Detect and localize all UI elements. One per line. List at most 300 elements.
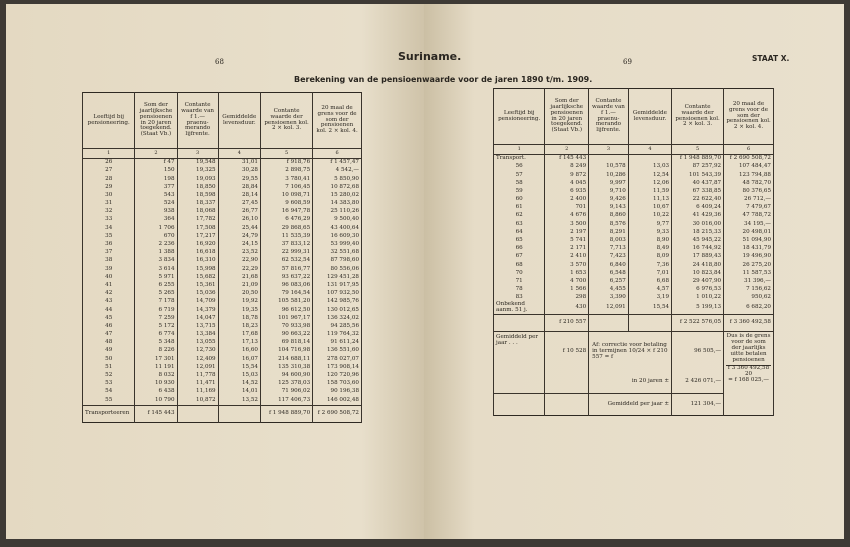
- table-cell: 3 570: [545, 261, 589, 269]
- col-header: Som der jaarlijksche pensioenen in 20 jaren toegekend. (Staat Vb.): [135, 93, 177, 149]
- table-cell: 1 010,22: [672, 294, 724, 302]
- table-cell: 37: [83, 249, 135, 257]
- table-cell: 79 164,54: [260, 290, 312, 298]
- table-cell: 94 285,56: [313, 323, 362, 331]
- table-cell: 10 872,68: [313, 184, 362, 192]
- col-header: 20 maal de grens voor de som der pensioenen kol. 2 × kol. 4.: [313, 93, 362, 149]
- table-cell: 80 556,06: [313, 265, 362, 273]
- table-cell: 6,68: [628, 278, 671, 286]
- table-cell: 701: [545, 204, 589, 212]
- table-cell: 19,325: [177, 167, 218, 175]
- table-cell: 13,055: [177, 339, 218, 347]
- table-cell: 55: [83, 396, 135, 405]
- table-cell: 142 985,76: [313, 298, 362, 306]
- table-cell: 42: [83, 290, 135, 298]
- table-cell: 14,709: [177, 298, 218, 306]
- table-cell: 26,10: [218, 216, 260, 224]
- table-cell: 43 400,64: [313, 225, 362, 233]
- table-cell: f 1 457,47: [313, 159, 362, 168]
- table-row: [83, 200, 362, 208]
- table-row: [494, 180, 774, 188]
- table-cell: 13,52: [218, 396, 260, 405]
- transport-grens: f 2 690 508,72: [313, 405, 362, 422]
- table-cell: 57: [494, 171, 545, 179]
- table-cell: 364: [135, 216, 177, 224]
- table-cell: 104 716,98: [260, 347, 312, 355]
- table-cell: 543: [135, 192, 177, 200]
- table-cell: 19 496,90: [724, 253, 774, 261]
- table-cell: 2 171: [545, 245, 589, 253]
- table-row: [83, 257, 362, 265]
- in20-label: in 20 jaren ±: [589, 372, 672, 394]
- table-row: [494, 253, 774, 261]
- table-cell: 9,77: [628, 221, 671, 229]
- table-row: [83, 184, 362, 192]
- table-cell: 120 720,96: [313, 372, 362, 380]
- table-row: [494, 286, 774, 294]
- table-cell: 29 407,90: [672, 278, 724, 286]
- table-cell: 56: [494, 163, 545, 171]
- table-cell: 2 898,75: [260, 167, 312, 175]
- table-cell: 11,778: [177, 372, 218, 380]
- table-cell: 14,01: [218, 388, 260, 396]
- table-row: [83, 249, 362, 257]
- table-row: [494, 261, 774, 269]
- right-total-value: f 2 522 576,05: [672, 315, 724, 332]
- table-cell: 90 196,38: [313, 388, 362, 396]
- table-cell: 34 195,—: [724, 221, 774, 229]
- table-cell: 29: [83, 184, 135, 192]
- table-cell: 22,29: [218, 265, 260, 273]
- table-cell: 430: [545, 302, 589, 314]
- table-cell: 15,03: [218, 372, 260, 380]
- table-cell: 13,715: [177, 323, 218, 331]
- table-cell: 6 409,24: [672, 204, 724, 212]
- table-cell: 2 400: [545, 196, 589, 204]
- col-number: 2: [135, 149, 177, 159]
- table-cell: 107 484,47: [724, 163, 774, 171]
- table-cell: 6 438: [135, 388, 177, 396]
- table-cell: 25,44: [218, 225, 260, 233]
- table-cell: 51 094,90: [724, 237, 774, 245]
- table-cell: 35: [83, 233, 135, 241]
- table-cell: 16,920: [177, 241, 218, 249]
- table-cell: 7 178: [135, 298, 177, 306]
- table-cell: 12,54: [628, 171, 671, 179]
- table-cell: 28: [83, 175, 135, 183]
- table-cell: 131 917,95: [313, 282, 362, 290]
- table-cell: 18 215,33: [672, 229, 724, 237]
- col-header: 20 maal de grens voor de som der pensioenen kol. 2 × kol. 4.: [724, 89, 774, 145]
- table-cell: f 47: [135, 159, 177, 168]
- table-cell: 15,998: [177, 265, 218, 273]
- page-number-right: 69: [623, 58, 632, 66]
- table-cell: 96 612,50: [260, 306, 312, 314]
- table-cell: 67 338,85: [672, 188, 724, 196]
- table-row: [83, 274, 362, 282]
- table-cell: 10 930: [135, 380, 177, 388]
- table-cell: 6 976,53: [672, 286, 724, 294]
- transport-sum: f 145 443: [135, 405, 177, 422]
- table-cell: 93 637,22: [260, 274, 312, 282]
- table-row: [83, 331, 362, 339]
- table-cell: 17,217: [177, 233, 218, 241]
- table-cell: 7 479,67: [724, 204, 774, 212]
- table-cell: 31 396,—: [724, 278, 774, 286]
- table-cell: 6,257: [589, 278, 629, 286]
- grens-note: [724, 332, 774, 416]
- table-cell: 10,578: [589, 163, 629, 171]
- table-cell: 3,390: [589, 294, 629, 302]
- table-cell: 41: [83, 282, 135, 290]
- table-cell: 60: [494, 196, 545, 204]
- table-cell: 6 682,20: [724, 302, 774, 314]
- table-cell: 6 255: [135, 282, 177, 290]
- table-cell: [628, 155, 671, 164]
- table-cell: 20 498,01: [724, 229, 774, 237]
- table-cell: 5 971: [135, 274, 177, 282]
- table-cell: 71: [494, 278, 545, 286]
- table-cell: 8,291: [589, 229, 629, 237]
- table-cell: 198: [135, 175, 177, 183]
- col-header: Contante waarde der pensioenen kol. 2 × kol. 3.: [260, 93, 312, 149]
- table-cell: 8 226: [135, 347, 177, 355]
- table-cell: 298: [545, 294, 589, 302]
- table-cell: 4,57: [628, 286, 671, 294]
- table-row: [83, 175, 362, 183]
- table-cell: 31: [83, 200, 135, 208]
- table-cell: 8,90: [628, 237, 671, 245]
- table-cell: 51: [83, 364, 135, 372]
- table-row: [83, 298, 362, 306]
- table-row: [494, 237, 774, 245]
- table-cell: 16,07: [218, 356, 260, 364]
- table-row: [83, 225, 362, 233]
- table-cell: 59: [494, 188, 545, 196]
- table-cell: 8,860: [589, 212, 629, 220]
- table-cell: 10 823,84: [672, 270, 724, 278]
- left-table-body: [83, 159, 362, 406]
- table-cell: 71 906,02: [260, 388, 312, 396]
- table-cell: 21,09: [218, 282, 260, 290]
- table-cell: 22 999,31: [260, 249, 312, 257]
- table-cell: 101 967,17: [260, 315, 312, 323]
- table-cell: 4 700: [545, 278, 589, 286]
- table-cell: 15,036: [177, 290, 218, 298]
- table-cell: 5 741: [545, 237, 589, 245]
- table-cell: 524: [135, 200, 177, 208]
- table-cell: 8 249: [545, 163, 589, 171]
- table-row: [83, 347, 362, 355]
- table-cell: 20,50: [218, 290, 260, 298]
- right-total-sum: f 210 557: [545, 315, 589, 332]
- table-cell: 90 663,22: [260, 331, 312, 339]
- table-cell: 1 706: [135, 225, 177, 233]
- table-cell: 8,09: [628, 253, 671, 261]
- table-cell: 101 543,39: [672, 171, 724, 179]
- table-cell: 10,67: [628, 204, 671, 212]
- table-cell: 9,710: [589, 188, 629, 196]
- table-cell: 31,01: [218, 159, 260, 168]
- pension-table-right: [493, 88, 774, 416]
- table-cell: 11,471: [177, 380, 218, 388]
- table-cell: 8,576: [589, 221, 629, 229]
- table-cell: 28,84: [218, 184, 260, 192]
- table-row: [494, 171, 774, 179]
- col-number: 1: [494, 145, 545, 155]
- table-row: [494, 188, 774, 196]
- table-cell: 10,872: [177, 396, 218, 405]
- table-row: [83, 216, 362, 224]
- col-number: 3: [589, 145, 629, 155]
- correctie-value: 96 505,—: [672, 332, 724, 372]
- table-cell: 48: [83, 339, 135, 347]
- gem-label: Gemiddeld per jaar ±: [589, 394, 672, 416]
- table-cell: 7,423: [589, 253, 629, 261]
- table-cell: 13,384: [177, 331, 218, 339]
- table-cell: 6 719: [135, 306, 177, 314]
- table-cell: 19,548: [177, 159, 218, 168]
- table-row: [83, 380, 362, 388]
- table-row: [83, 339, 362, 347]
- table-cell: Transport.: [494, 155, 545, 164]
- table-cell: 18,78: [218, 315, 260, 323]
- table-cell: 8 032: [135, 372, 177, 380]
- table-row: [83, 282, 362, 290]
- table-cell: 12,091: [177, 364, 218, 372]
- table-cell: 87 798,60: [313, 257, 362, 265]
- table-cell: 5 265: [135, 290, 177, 298]
- table-cell: 28,14: [218, 192, 260, 200]
- table-cell: 44: [83, 306, 135, 314]
- table-cell: 29 868,65: [260, 225, 312, 233]
- table-cell: 15 280,02: [313, 192, 362, 200]
- table-row: [494, 278, 774, 286]
- table-row: [494, 302, 774, 314]
- table-cell: 16 744,92: [672, 245, 724, 253]
- staat-label: STAAT X.: [752, 54, 790, 63]
- table-cell: 47: [83, 331, 135, 339]
- col-number: 1: [83, 149, 135, 159]
- table-cell: 158 703,60: [313, 380, 362, 388]
- table-cell: 63: [494, 221, 545, 229]
- table-cell: 24,15: [218, 241, 260, 249]
- table-cell: 65: [494, 237, 545, 245]
- table-cell: 30,28: [218, 167, 260, 175]
- table-cell: 17,508: [177, 225, 218, 233]
- table-cell: 950,62: [724, 294, 774, 302]
- table-cell: 27: [83, 167, 135, 175]
- table-cell: 214 688,11: [260, 356, 312, 364]
- table-cell: 62 532,54: [260, 257, 312, 265]
- table-cell: 4 676: [545, 212, 589, 220]
- table-row: [494, 270, 774, 278]
- grens-note-divisor: 20: [744, 371, 753, 378]
- table-row: [83, 323, 362, 331]
- table-row: [83, 208, 362, 216]
- table-cell: 53 999,40: [313, 241, 362, 249]
- table-cell: 8,49: [628, 245, 671, 253]
- table-cell: 68: [494, 261, 545, 269]
- table-cell: 117 406,73: [260, 396, 312, 405]
- table-cell: 23,52: [218, 249, 260, 257]
- table-cell: 107 932,50: [313, 290, 362, 298]
- table-cell: 87 257,92: [672, 163, 724, 171]
- table-cell: 30 016,00: [672, 221, 724, 229]
- table-row: [494, 245, 774, 253]
- table-cell: 130 012,65: [313, 306, 362, 314]
- table-row: [494, 163, 774, 171]
- table-row: [494, 155, 774, 164]
- table-row: [494, 229, 774, 237]
- table-cell: 11 587,53: [724, 270, 774, 278]
- table-cell: 16,60: [218, 347, 260, 355]
- col-header: Som der jaarlijksche pensioenen in 20 jaren toegekend. (Staat Vb.): [545, 89, 589, 145]
- table-row: [83, 167, 362, 175]
- table-cell: 3 500: [545, 221, 589, 229]
- table-cell: 150: [135, 167, 177, 175]
- table-cell: 6,548: [589, 270, 629, 278]
- table-cell: 37 833,12: [260, 241, 312, 249]
- table-cell: 6 774: [135, 331, 177, 339]
- table-row: [83, 290, 362, 298]
- table-cell: 40: [83, 274, 135, 282]
- table-cell: 69 818,14: [260, 339, 312, 347]
- table-cell: 67: [494, 253, 545, 261]
- table-cell: 1 653: [545, 270, 589, 278]
- table-cell: 45: [83, 315, 135, 323]
- table-row: [83, 159, 362, 168]
- table-cell: 12,409: [177, 356, 218, 364]
- table-cell: 6,840: [589, 261, 629, 269]
- table-cell: 377: [135, 184, 177, 192]
- right-total-grens: f 3 360 492,58: [724, 315, 774, 332]
- table-row: [83, 306, 362, 314]
- table-cell: 26 712,—: [724, 196, 774, 204]
- table-cell: 1 566: [545, 286, 589, 294]
- grens-note-result: = f 168 025,—: [728, 377, 769, 384]
- table-cell: 62: [494, 212, 545, 220]
- table-cell: 2 410: [545, 253, 589, 261]
- table-cell: 135 310,38: [260, 364, 312, 372]
- table-cell: 7,713: [589, 245, 629, 253]
- table-cell: 3 780,41: [260, 175, 312, 183]
- correctie-row: [494, 332, 774, 372]
- table-cell: 12,091: [589, 302, 629, 314]
- col-header: Contante waarde van f 1.— praenu-merando lijfrente.: [177, 93, 218, 149]
- table-cell: 9,997: [589, 180, 629, 188]
- table-cell: 7 259: [135, 315, 177, 323]
- table-cell: 80 376,65: [724, 188, 774, 196]
- table-cell: 5 348: [135, 339, 177, 347]
- table-cell: 136 324,02: [313, 315, 362, 323]
- table-cell: f 918,76: [260, 159, 312, 168]
- table-cell: 9 872: [545, 171, 589, 179]
- in20-value: 2 426 071,—: [672, 372, 724, 394]
- table-cell: 7 156,62: [724, 286, 774, 294]
- table-cell: 2 236: [135, 241, 177, 249]
- gemiddeld-label: Gemiddeld per jaar . . .: [494, 332, 545, 372]
- table-row: [494, 212, 774, 220]
- table-cell: 19,093: [177, 175, 218, 183]
- table-row: [83, 315, 362, 323]
- table-cell: 70 933,98: [260, 323, 312, 331]
- table-cell: 9 500,40: [313, 216, 362, 224]
- table-row: [83, 241, 362, 249]
- table-cell: 96 083,06: [260, 282, 312, 290]
- table-row: [83, 265, 362, 273]
- table-cell: 9,143: [589, 204, 629, 212]
- table-cell: 10,286: [589, 171, 629, 179]
- table-cell: 6 476,29: [260, 216, 312, 224]
- table-cell: 11,59: [628, 188, 671, 196]
- table-cell: 50: [83, 356, 135, 364]
- table-cell: 33: [83, 216, 135, 224]
- table-cell: 18 431,79: [724, 245, 774, 253]
- col-number: 5: [672, 145, 724, 155]
- table-cell: f 1 948 889,70: [672, 155, 724, 164]
- col-number: 4: [628, 145, 671, 155]
- page-number-left: 68: [215, 58, 224, 66]
- table-cell: 24 418,80: [672, 261, 724, 269]
- table-cell: 123 794,88: [724, 171, 774, 179]
- table-row: [83, 233, 362, 241]
- table-cell: 7,01: [628, 270, 671, 278]
- table-cell: 4 045: [545, 180, 589, 188]
- table-cell: Onbekend aanm. 51 j.: [494, 302, 545, 314]
- table-cell: 19,92: [218, 298, 260, 306]
- right-table-body: [494, 155, 774, 315]
- table-cell: 91 611,24: [313, 339, 362, 347]
- transport-label: Transporteeren: [83, 405, 135, 422]
- table-cell: 38: [83, 257, 135, 265]
- right-total-row: [494, 315, 774, 332]
- table-cell: 32 551,68: [313, 249, 362, 257]
- transport-value: f 1 948 889,70: [260, 405, 312, 422]
- table-cell: 670: [135, 233, 177, 241]
- table-cell: 11,169: [177, 388, 218, 396]
- table-cell: 22,90: [218, 257, 260, 265]
- table-cell: 19,35: [218, 306, 260, 314]
- gem-value: 121 304,—: [672, 394, 724, 416]
- table-cell: 105 581,20: [260, 298, 312, 306]
- col-header: Leeftijd bij pensioneering.: [83, 93, 135, 149]
- table-cell: 18,850: [177, 184, 218, 192]
- table-cell: 22 622,40: [672, 196, 724, 204]
- table-cell: 30: [83, 192, 135, 200]
- table-cell: 3 834: [135, 257, 177, 265]
- table-cell: [589, 155, 629, 164]
- col-number: 2: [545, 145, 589, 155]
- table-cell: 17 889,43: [672, 253, 724, 261]
- table-cell: 25 110,26: [313, 208, 362, 216]
- table-cell: 9 608,59: [260, 200, 312, 208]
- table-cell: 15,54: [628, 302, 671, 314]
- table-cell: 36: [83, 241, 135, 249]
- table-row: [83, 388, 362, 396]
- table-cell: 14 383,80: [313, 200, 362, 208]
- table-cell: 1 388: [135, 249, 177, 257]
- gemiddeld-sum: f 10 528: [545, 332, 589, 372]
- table-cell: 7,36: [628, 261, 671, 269]
- table-cell: 32: [83, 208, 135, 216]
- table-cell: 64: [494, 229, 545, 237]
- table-cell: 15,54: [218, 364, 260, 372]
- table-row: [83, 192, 362, 200]
- table-cell: 11,13: [628, 196, 671, 204]
- col-number: 6: [724, 145, 774, 155]
- table-cell: 39: [83, 265, 135, 273]
